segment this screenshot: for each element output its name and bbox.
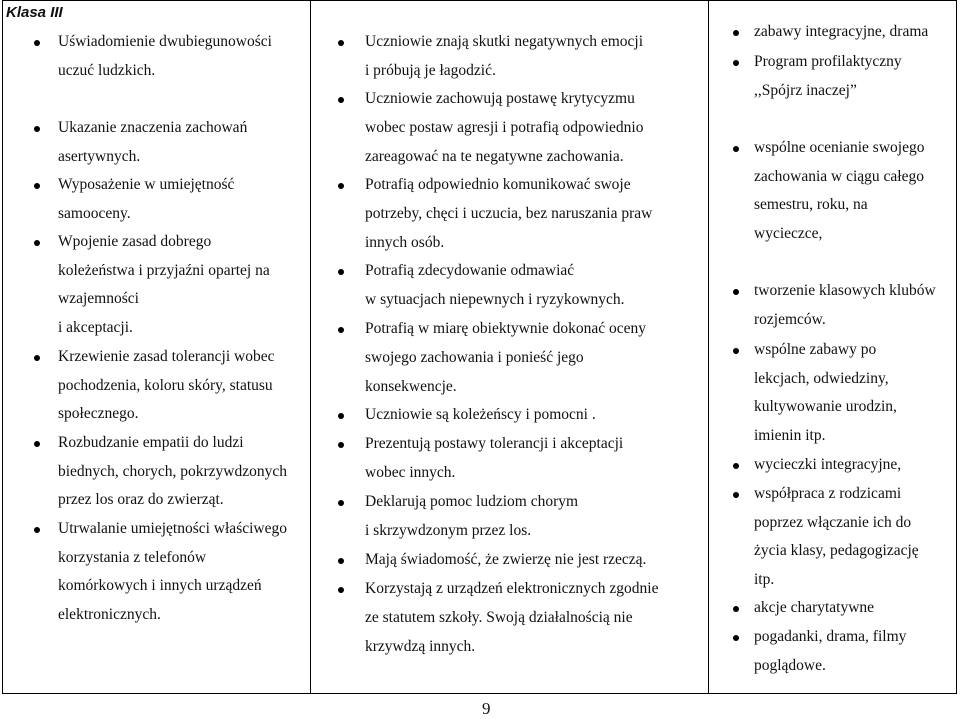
bullet-icon xyxy=(338,97,344,103)
list-item-line: potrzeby, chęci i uczucia, bez naruszania praw xyxy=(365,205,653,222)
list-item-line: innych osób. xyxy=(365,234,445,251)
bullet-icon xyxy=(34,183,40,189)
list-item-line: pochodzenia, koloru skóry, statusu xyxy=(58,376,273,394)
list-item-line: korzystania z telefonów xyxy=(58,548,207,566)
bullet-icon xyxy=(733,463,739,469)
list-item-line: itp. xyxy=(754,570,775,588)
bullet-icon xyxy=(34,240,40,246)
list-item-line: imienin itp. xyxy=(754,426,826,444)
bullet-icon xyxy=(34,355,40,361)
list-item-line: lekcjach, odwiedziny, xyxy=(754,369,889,387)
list-item-line: wycieczki integracyjne, xyxy=(754,456,902,473)
list-item-line: semestru, roku, na xyxy=(754,196,868,213)
list-item-line: Wyposażenie w umiejętność xyxy=(58,176,235,193)
list-item-line: koleżeństwa i przyjaźni opartej na xyxy=(58,261,270,279)
list-item-line: rozjemców. xyxy=(754,310,826,328)
list-item-line: Korzystają z urządzeń elektronicznych zgodnie xyxy=(365,580,659,597)
bullet-icon xyxy=(733,30,739,36)
list-item-line: wspólne ocenianie swojego xyxy=(754,139,925,156)
list-item-line: i próbują je łagodzić. xyxy=(365,62,496,79)
list-item-line: poglądowe. xyxy=(754,656,826,674)
list-item-line: uczuć ludzkich. xyxy=(58,61,156,79)
bullet-icon xyxy=(338,327,344,333)
bullet-icon xyxy=(34,126,40,132)
list-item-line: Utrwalanie umiejętności właściwego xyxy=(58,520,287,537)
bullet-icon xyxy=(733,492,739,498)
bullet-icon xyxy=(338,413,344,419)
list-item-line: wobec postaw agresji i potrafią odpowiednio xyxy=(365,119,644,136)
bullet-icon xyxy=(733,60,739,66)
list-item-line: Potrafią odpowiednio komunikować swoje xyxy=(365,176,631,193)
list-item-line: komórkowych i innych urządzeń xyxy=(58,577,262,595)
bullet-icon xyxy=(338,587,344,593)
list-item-line: Wpojenie zasad dobrego xyxy=(58,233,212,250)
list-item-line: wzajemności xyxy=(58,290,139,308)
list-item-line: Uczniowie są koleżeńscy i pomocni . xyxy=(365,406,596,423)
bullet-icon xyxy=(338,500,344,506)
list-item-line: Ukazanie znaczenia zachowań xyxy=(58,119,248,136)
list-item-line: ze statutem szkoły. Swoją działalnością nie xyxy=(365,609,633,626)
list-item-line: poprzez włączanie ich do xyxy=(754,513,912,531)
list-item-line: Uczniowie znają skutki negatywnych emocji xyxy=(365,33,644,50)
list-item-line: konsekwencje. xyxy=(365,378,457,395)
list-item-line: Potrafią zdecydowanie odmawiać xyxy=(365,262,575,279)
page-number: 9 xyxy=(482,699,491,718)
list-item-line: społecznego. xyxy=(58,405,139,423)
list-item-line: swojego zachowania i ponieść jego xyxy=(365,349,584,366)
bullet-icon xyxy=(733,289,739,295)
column-divider xyxy=(708,1,709,693)
bullet-icon xyxy=(338,269,344,275)
bullet-icon xyxy=(34,527,40,533)
list-item-line: zareagować na te negatywne zachowania. xyxy=(365,148,624,165)
bullet-icon xyxy=(338,40,344,46)
bullet-icon xyxy=(733,146,739,152)
bullet-icon xyxy=(34,40,40,46)
list-item-line: krzywdzą innych. xyxy=(365,638,476,655)
list-item-line: asertywnych. xyxy=(58,147,141,165)
bullet-icon xyxy=(733,606,739,612)
list-item-line: zabawy integracyjne, drama xyxy=(754,23,929,40)
list-item-line: tworzenie klasowych klubów xyxy=(754,282,936,299)
list-item-line: ,,Spójrz inaczej” xyxy=(754,81,857,99)
list-item-line: współpraca z rodzicami xyxy=(754,485,902,502)
list-item-line: akcje charytatywne xyxy=(754,599,875,616)
class-title: Klasa III xyxy=(6,4,63,21)
list-item-line: Uczniowie zachowują postawę krytycyzmu xyxy=(365,90,635,107)
list-item-line: i akceptacji. xyxy=(58,319,133,337)
bullet-icon xyxy=(338,558,344,564)
list-item-line: elektronicznych. xyxy=(58,606,161,624)
list-item-line: pogadanki, drama, filmy xyxy=(754,628,907,645)
list-item-line: Deklarują pomoc ludziom chorym xyxy=(365,493,579,510)
list-item-line: samooceny. xyxy=(58,204,131,222)
list-item-line: Prezentują postawy tolerancji i akceptacji xyxy=(365,435,624,452)
list-item-line: biednych, chorych, pokrzywdzonych xyxy=(58,462,287,480)
list-item-line: przez los oraz do zwierząt. xyxy=(58,491,224,509)
list-item-line: w sytuacjach niepewnych i ryzykownych. xyxy=(365,291,625,308)
bullet-icon xyxy=(34,441,40,447)
list-item-line: Uświadomienie dwubiegunowości xyxy=(58,33,272,50)
column-divider xyxy=(310,1,311,693)
bullet-icon xyxy=(733,348,739,354)
list-item-line: wycieczce, xyxy=(754,224,823,242)
list-item-line: kultywowanie urodzin, xyxy=(754,398,897,415)
list-item-line: wspólne zabawy po xyxy=(754,341,877,358)
list-item-line: Potrafią w miarę obiektywnie dokonać oceny xyxy=(365,320,647,337)
bullet-icon xyxy=(733,635,739,641)
list-item-line: Mają świadomość, że zwierzę nie jest rzeczą. xyxy=(365,551,647,568)
list-item-line: Program profilaktyczny xyxy=(754,53,902,70)
bullet-icon xyxy=(338,183,344,189)
list-item-line: życia klasy, pedagogizację xyxy=(754,542,919,559)
list-item-line: zachowania w ciągu całego xyxy=(754,167,924,185)
list-item-line: Krzewienie zasad tolerancji wobec xyxy=(58,348,275,365)
list-item-line: i skrzywdzonym przez los. xyxy=(365,522,532,539)
bullet-icon xyxy=(338,442,344,448)
list-item-line: Rozbudzanie empatii do ludzi xyxy=(58,434,244,451)
list-item-line: wobec innych. xyxy=(365,464,456,481)
